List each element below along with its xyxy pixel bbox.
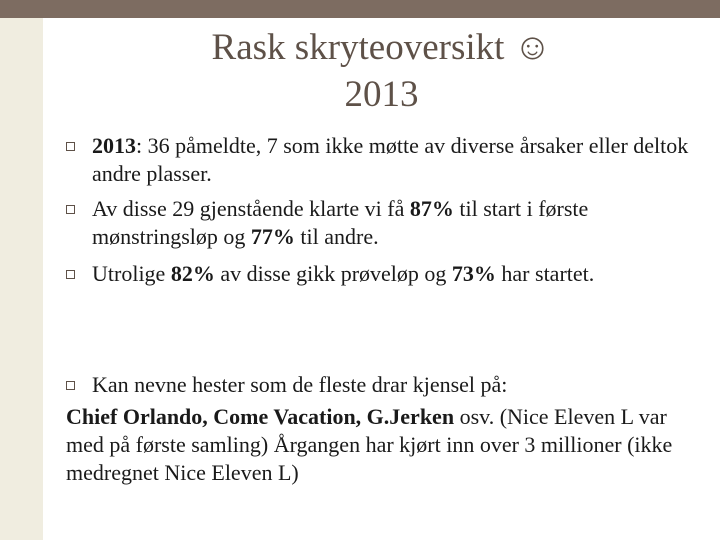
bullet-pre: Utrolige	[92, 261, 171, 286]
percent-bold: 73%	[451, 261, 496, 286]
title-line-2: 2013	[344, 74, 419, 115]
horses-paragraph	[66, 403, 706, 487]
top-accent-bar	[0, 0, 720, 18]
percent-bold: 77%	[250, 224, 295, 249]
bullet-mid: til start i første mønstringsløp og	[92, 196, 589, 249]
bullet-item-trial-rates	[64, 260, 704, 288]
bullet-text	[92, 132, 704, 188]
square-bullet-icon	[66, 381, 75, 390]
title-line-1: Rask skryteoversikt ☺	[211, 27, 552, 68]
bullet-item-horses	[64, 371, 704, 399]
square-bullet-icon	[66, 205, 75, 214]
percent-bold: 82%	[170, 261, 215, 286]
bullet-item-2013	[64, 132, 704, 188]
bullet-mid: av disse gikk prøveløp og	[214, 261, 452, 286]
square-bullet-icon	[66, 270, 75, 279]
bullet-pre: Av disse 29 gjenstående klarte vi få	[92, 196, 410, 221]
paragraph-rest: osv. (Nice Eleven L var med på første samling) Årgangen har kjørt inn over 3 millioner (ikke medregnet Nice Eleven L)	[66, 404, 673, 485]
bullet-text	[92, 260, 704, 288]
square-bullet-icon	[66, 142, 75, 151]
horse-names-bold: Chief Orlando, Come Vacation, G.Jerken	[66, 404, 455, 429]
left-decorative-strip	[0, 18, 43, 540]
bullet-item-start-rates	[64, 195, 704, 251]
year-bold: 2013	[92, 133, 136, 158]
percent-bold: 87%	[409, 196, 454, 221]
bullet-post: har startet.	[495, 261, 595, 286]
bullet-body: : 36 påmeldte, 7 som ikke møtte av diverse årsaker eller deltok andre plasser.	[92, 133, 689, 186]
bullet-text	[92, 195, 704, 251]
bullet-post: til andre.	[294, 224, 379, 249]
slide-title	[43, 24, 720, 118]
bullet-text: Kan nevne hester som de fleste drar kjensel på:	[92, 372, 508, 397]
